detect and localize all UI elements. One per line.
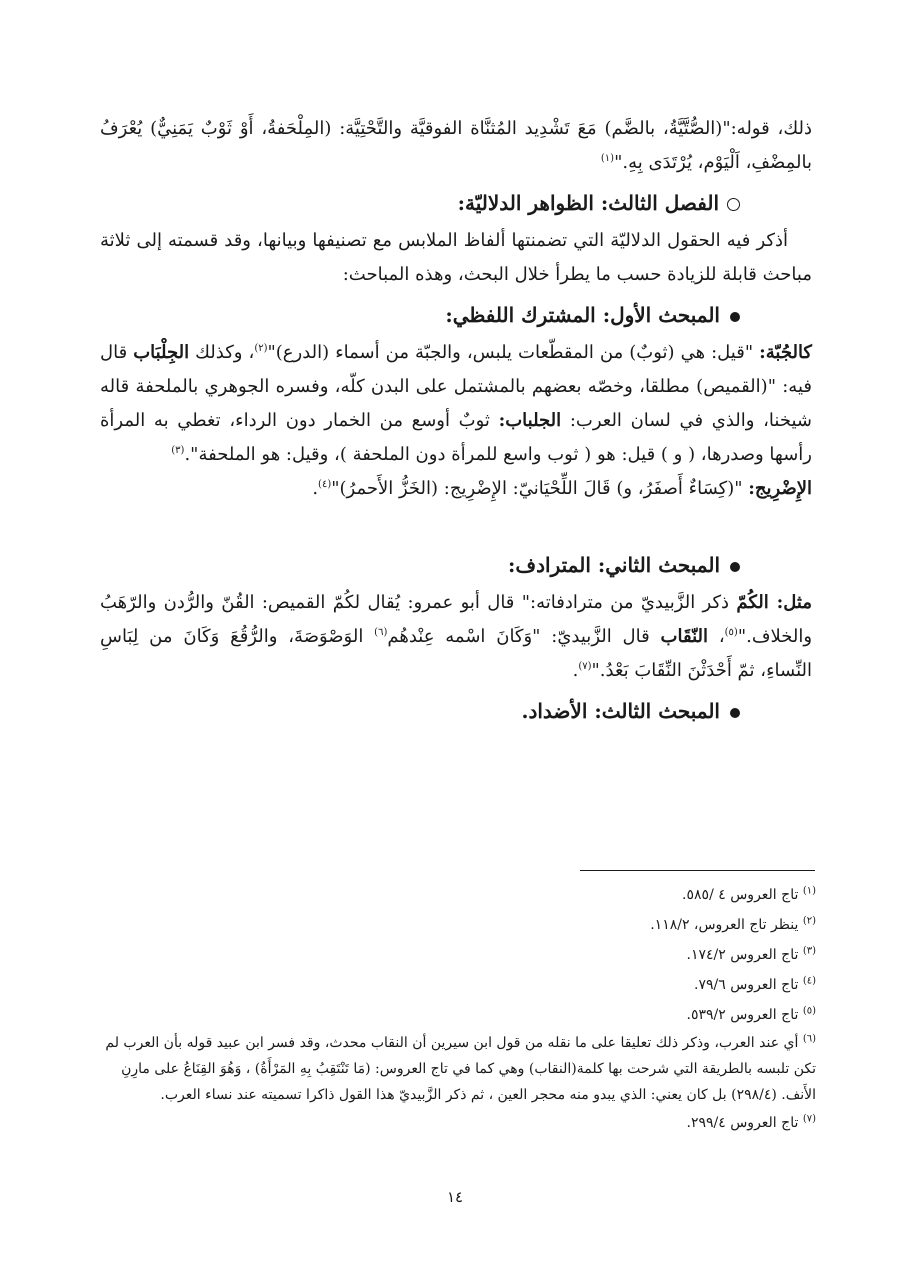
footnote <box>96 1030 816 1108</box>
chapter-heading <box>100 184 812 222</box>
section1-heading-text: المبحث الأول: المشترك اللفظي: <box>445 303 720 327</box>
section2-paragraph <box>100 586 812 688</box>
footnote-ref-4[interactable]: (٤) <box>318 479 332 490</box>
footnotes <box>96 880 816 1138</box>
jilbab-text-2: ثوبٌ أوسع من الخمار دون الرداء، تغطي به المرأة رأسها وصدرها، ( و ) قيل: هو ( ثوب واسع للمرأة دون الملحفة )، وقيل: هو الملحفة". <box>100 410 812 465</box>
footnote <box>96 910 816 940</box>
jubba-text: "قيل: هي (ثوبٌ) من المقطّعات يلبس، والجبّة من أسماء (الدرع)" <box>267 342 760 363</box>
section1-paragraph <box>100 336 812 472</box>
term-jubba: كالجُبّة: <box>759 342 812 363</box>
kumm-text: ذكر الزَّبيديّ من مترادفاته:" قال أبو عمرو: يُقال لكُمّ القميص: القُنّ والرُّدن والرّهَبُ والخلاف." <box>100 592 813 647</box>
footnote <box>96 970 816 1000</box>
idrij-text: "(كِسَاءٌ أَصفَرُ، و) قَالَ اللِّحْيَانيّ: الإِضْرِيج: (الخَزُّ الأَحمرُ)" <box>331 478 749 499</box>
footnote-ref-3[interactable]: (٣) <box>171 445 185 456</box>
term-kumm: مثل: الكُمّ <box>736 592 812 613</box>
idrij-end: . <box>312 478 319 499</box>
footnote <box>96 1000 816 1030</box>
term-jilbab-2: الجلباب: <box>498 410 562 431</box>
footnote-ref-7[interactable]: (٧) <box>578 661 592 672</box>
footnote <box>96 880 816 910</box>
bullet-icon <box>730 312 740 322</box>
section3-heading <box>100 692 812 730</box>
footnote-text: ينظر تاج العروس، ١١٨/٢. <box>650 917 803 933</box>
hollow-circle-icon <box>727 198 740 211</box>
section2-heading <box>100 546 812 584</box>
footnote-number: (٣) <box>802 945 816 957</box>
footnote-number: (٥) <box>802 1005 816 1017</box>
niqab-end: . <box>572 660 579 681</box>
connector-text: ، وكذلك <box>189 342 255 363</box>
footnote-text: تاج العروس ٤ /٥٨٥. <box>682 887 803 903</box>
footnote-number: (٦) <box>802 1033 816 1045</box>
term-jilbab: الجِلْبَاب <box>133 342 190 363</box>
section2-heading-text: المبحث الثاني: المترادف: <box>508 553 720 577</box>
section1-idrij <box>100 472 812 506</box>
footnote-text: أي عند العرب، وذكر ذلك تعليقا على ما نقله من قول ابن سيرين أن النقاب محدث، وقد فسر ابن عبيد قوله بأن العرب لم تكن تلبسه بالطريقة التي شرحت بها كلمة(النقاب) وهي كما في تاج العروس: (مَا تَنْتَقِبُ بِهِ المَرْأَةُ) ، وَهُوَ القِنَاعُ على مارِنِ الأَنف. (٢٩٨/٤) بل كان يعني: الذي يبدو منه محجر العين ، ثم ذكر الزَّبيديّ هذا القول ذاكرا تسميته عند نساء العرب. <box>105 1035 816 1103</box>
spacer <box>100 506 812 542</box>
footnote-text: تاج العروس ٧٩/٦. <box>694 977 803 993</box>
footnote-ref-5[interactable]: (٥) <box>724 627 738 638</box>
footnote-number: (٤) <box>802 975 816 987</box>
comma-text: ، <box>708 626 725 647</box>
bullet-icon <box>730 708 740 718</box>
section3-heading-text: المبحث الثالث: الأضداد. <box>521 699 720 723</box>
page-body <box>100 112 812 732</box>
niqab-text-1: قال الزَّبيديّ: "وَكَانَ اسْمه عِنْدهُم <box>387 626 661 647</box>
term-idrij: الإِضْرِيج: <box>748 478 812 499</box>
bullet-icon <box>730 562 740 572</box>
term-niqab: النّقَاب <box>660 626 708 647</box>
footnote-text: تاج العروس ٥٣٩/٢. <box>686 1007 803 1023</box>
footnote-ref-1[interactable]: (١) <box>600 153 615 164</box>
section1-heading <box>100 296 812 334</box>
footnote-text: تاج العروس ١٧٤/٢. <box>686 947 803 963</box>
footnote-number: (٢) <box>802 915 816 927</box>
footnote-ref-6[interactable]: (٦) <box>374 627 388 638</box>
chapter-intro: أذكر فيه الحقول الدلاليّة التي تضمنتها ألفاظ الملابس مع تصنيفها وبيانها، وقد قسمته إلى ثلاثة مباحث قابلة للزيادة حسب ما يطرأ خلال البحث، وهذه المباحث: <box>100 230 812 285</box>
footnote <box>96 1108 816 1138</box>
footnote-number: (٧) <box>802 1113 816 1125</box>
footnote <box>96 940 816 970</box>
footnote-number: (١) <box>802 885 816 897</box>
footnote-separator <box>580 870 815 871</box>
jilbab-text-1: قال فيه: "(القميص) مطلقا، وخصّه بعضهم بالمشتمل على البدن كلّه، وفسره الجوهري بالملحفة قاله شيخنا، والذي في لسان العرب: <box>100 342 812 431</box>
chapter-heading-text: الفصل الثالث: الظواهر الدلاليّة: <box>457 191 719 215</box>
footnote-text: تاج العروس ٢٩٩/٤. <box>686 1115 803 1131</box>
niqab-text-2: الوَصْوَصَةَ، والرُّقُعَ وَكَانَ من لِبَاسِ النِّساءِ، ثمّ أَحْدَثْنَ النِّقَابَ بَعْدُ." <box>100 626 812 681</box>
opening-text: ذلك، قوله:"(الصُّتَّيَّةُ، بالضَّم) مَعَ تَشْدِيد المُثنَّاة الفوقيَّة والتَّحْتِيَّة: (المِلْحَفةُ، أَوْ ثَوْبٌ يَمَنِيٌّ) يُعْرَفُ بالمِضْفِ، اَلْيَوْم، يُرْتَدَى بِهِ." <box>100 118 812 173</box>
opening-paragraph <box>100 112 812 180</box>
page-number: ١٤ <box>446 1188 464 1206</box>
footnote-ref-2[interactable]: (٢) <box>254 343 268 354</box>
